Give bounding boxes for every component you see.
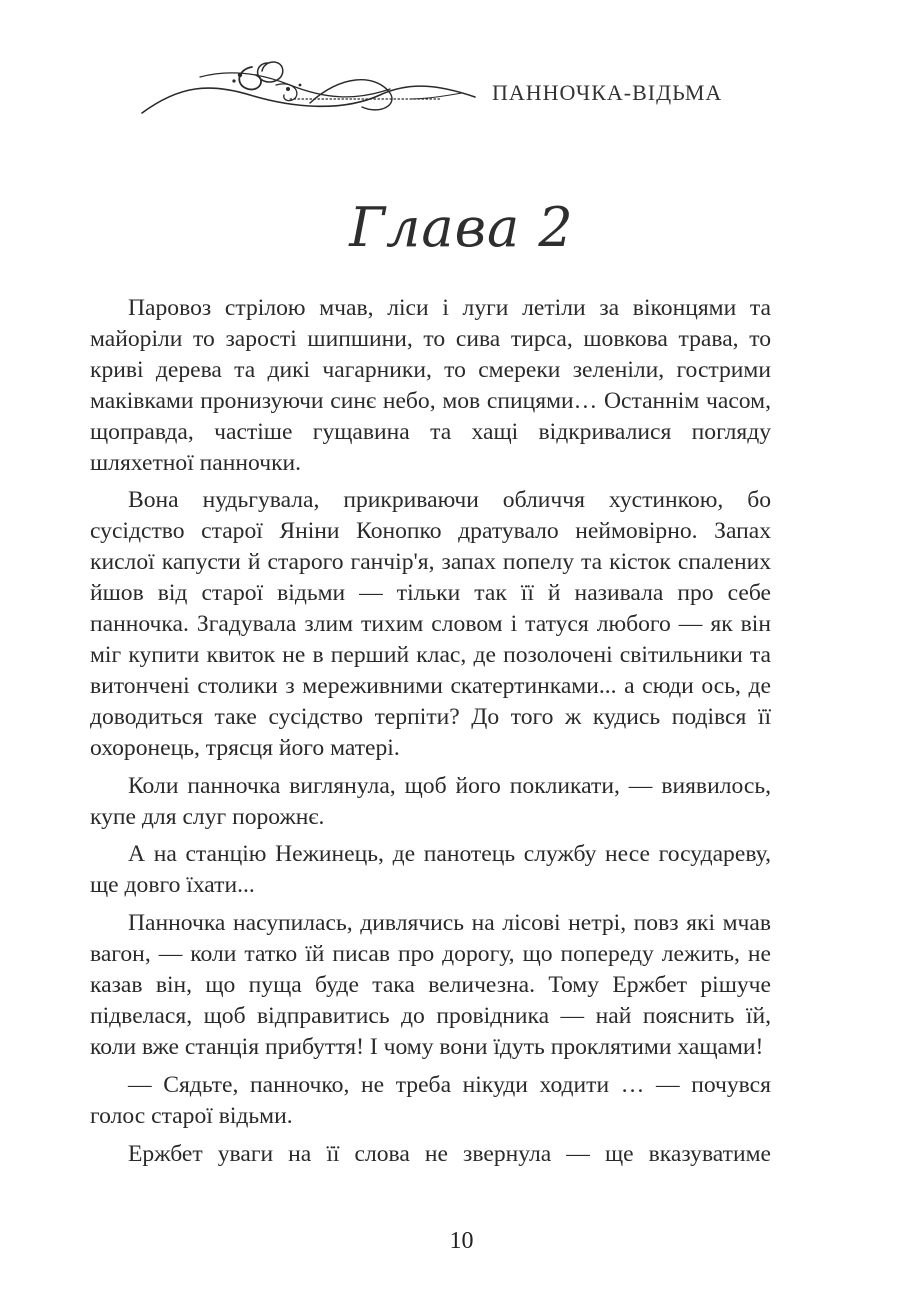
paragraph: Панночка насупилась, дивлячись на лісові нетрі, повз які мчав вагон, — коли татко їй писав про дорогу, що попереду лежить, не казав він, що пуща буде така величезна. Тому Ержбет рішуче підвелася, щоб відправитись до провідника — най пояснить їй, коли вже станція прибуття! І чому вони їдуть проклятими хащами! xyxy=(90,910,771,1060)
page-number: 10 xyxy=(449,1228,474,1254)
running-title: ПАННОЧКА-ВІДЬМА xyxy=(492,80,723,105)
paragraph: Паровоз стрілою мчав, ліси і луги летіли за віконцями та майоріли то зарості шипшини, то сива тирса, шовкова трава, то криві дерева та дикі чагарники, то смереки зеленіли, гострими маківками пронизуючи синє небо, мов спицями… Останнім часом, щоправда, частіше гущавина та хащі відкривалися погляду шляхетної панночки. xyxy=(90,295,771,476)
flourish-ornament-icon xyxy=(140,55,480,125)
body-text xyxy=(90,293,771,1169)
paragraph: А на станцію Нежинець, де панотець службу несе государеву, ще довго їхати... xyxy=(90,841,771,899)
paragraph: Коли панночка виглянула, щоб його покликати, — виявилось, купе для слуг порожнє. xyxy=(90,772,771,830)
paragraph: Ержбет уваги на її слова не звернула — ще вказуватиме xyxy=(128,1140,771,1167)
page-header xyxy=(0,0,923,140)
chapter-title: Глава 2 xyxy=(349,196,574,259)
paragraph: — Сядьте, панночко, не треба нікуди ходити … — почувся голос старої відьми. xyxy=(90,1071,771,1129)
paragraph: Вона нудьгувала, прикриваючи обличчя хустинкою, бо сусідство старої Яніни Конопко дратувало неймовірно. Запах кислої капусти й старого ганчір'я, запах попелу та кісток спалених йшов від старої відьми — тільки так її й називала про себе панночка. Згадувала злим тихим словом і татуся любого — як він міг купити квиток не в перший клас, де позолочені світильники та витончені столики з мереживними скатертинками... а сюди ось, де доводиться таке сусідство терпіти? До того ж кудись подівся її охоронець, трясця його матері. xyxy=(90,487,771,761)
